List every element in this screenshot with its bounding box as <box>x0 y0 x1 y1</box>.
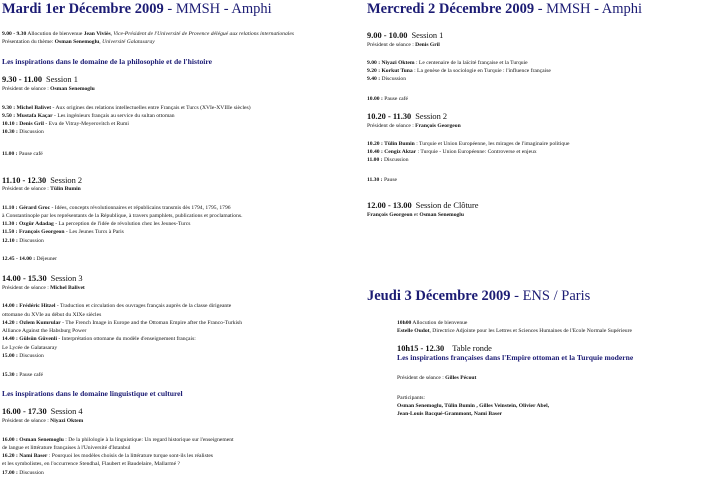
chair: Osman Senemoglu <box>50 86 95 92</box>
session-2-heading <box>367 112 723 122</box>
title: : Le centenaire de la laïcité française et la Turquie <box>414 60 528 66</box>
talk <box>367 68 723 75</box>
title: : De la philologie à la linguistique: Un regard historique sur l'enseignement <box>63 437 234 443</box>
session-name: Session 1 <box>46 75 78 84</box>
time: 17.00 : <box>2 470 20 476</box>
participants-label: Participants: <box>397 395 425 401</box>
round-table-title: Les inspirations françaises dans l'Empire ottoman et la Turquie moderne <box>397 353 634 362</box>
pause <box>2 372 357 379</box>
chair: Gilles Pécout <box>445 375 477 381</box>
session-chair <box>2 86 357 93</box>
speaker: Estelle Oudot <box>397 328 430 334</box>
time: 12.10 : <box>2 238 20 244</box>
label: Président de séance : <box>367 123 416 129</box>
session-time: 12.00 - 13.00 <box>367 201 412 210</box>
title: - Traduction et circulation des ouvrages français auprès de la classe dirigeante <box>55 303 232 309</box>
closing-session-heading <box>367 201 723 211</box>
session-name: Session de Clôture <box>415 201 479 210</box>
welcome-speaker <box>397 328 725 335</box>
time: 10.20 : <box>367 141 385 147</box>
time: 10.40 : <box>367 149 385 155</box>
title: - Les Jeunes Turcs à Paris <box>64 229 124 235</box>
theme-linguistic-cultural: Les inspirations dans le domaine linguistique et culturel <box>2 389 183 398</box>
label: Pause café <box>19 372 44 378</box>
talk <box>367 157 723 164</box>
talk <box>367 149 723 156</box>
session-time: 10.20 - 11.30 <box>367 112 412 121</box>
pause <box>367 96 723 103</box>
talk <box>367 60 723 67</box>
speaker: Mustafa Kaçar <box>16 113 53 119</box>
opening-line <box>2 31 357 38</box>
talk <box>2 238 357 245</box>
time: 9.50 : <box>2 113 17 119</box>
time: 11.10 : <box>2 205 19 211</box>
title: : Turquie et Union Européenne, les mirages de l'imaginaire politique <box>414 141 570 147</box>
time: 9.00 : <box>367 60 382 66</box>
time: 9.20 : <box>367 68 382 74</box>
talk <box>2 303 357 310</box>
time: 16.00 : <box>2 437 20 443</box>
title: à Constantinople par les représentants de la République, à travers pamphlets, publications et proclamations. <box>2 213 243 219</box>
label: Allocution de bienvenue <box>411 320 468 326</box>
time: 11.30 : <box>367 177 384 183</box>
title: Discussion <box>19 470 44 476</box>
welcome-line <box>397 320 723 327</box>
closing-people <box>367 212 723 219</box>
session-2-heading <box>2 176 357 186</box>
day-date: Jeudi 3 Décembre 2009 <box>367 288 511 304</box>
session-chair <box>2 285 357 292</box>
title: - Interprétation ottomane du modèle d'enseignement français: <box>57 336 196 342</box>
title: Discussion <box>19 353 44 359</box>
label: Président de séance : <box>2 418 51 424</box>
day-heading-thursday <box>367 287 723 306</box>
time: 11.00 : <box>2 151 19 157</box>
time: 10.10 : <box>2 121 20 127</box>
talk <box>2 445 357 452</box>
chair: François Georgeon <box>415 123 461 129</box>
title: de langue et littérature françaises à l'Université d'Istanbul <box>2 445 131 451</box>
session-4-heading <box>2 407 357 417</box>
time: 9.30 : <box>2 105 17 111</box>
day-place: - MMSH - Amphi <box>163 1 272 17</box>
time: 14.40 : <box>2 336 20 342</box>
time: 11.30 : <box>2 221 19 227</box>
label: Président de séance : <box>397 375 446 381</box>
talk <box>2 461 357 468</box>
participants-line: Osman Senemoglu, Tülin Bumin , Gilles Veinstein, Olivier Abel, <box>397 403 550 409</box>
talk <box>2 229 357 236</box>
title: - The French Image in Europe and the Ottoman Empire after the Franco-Turkish <box>60 320 243 326</box>
title: Discussion <box>19 129 44 135</box>
label: Pause café <box>18 151 43 157</box>
title: - Aux origines des relations intellectuelles entre Français et Turcs (XVIe-XVIIIe siècles) <box>51 105 251 111</box>
title: - Eva de Vitray-Meyerovitch et Rumi <box>43 121 129 127</box>
session-chair <box>2 186 357 193</box>
session-chair <box>367 42 723 49</box>
time: 11.00 : <box>367 157 384 163</box>
time: 14.00 : <box>2 303 20 309</box>
talk <box>367 141 723 148</box>
label: Présentation du thème: <box>2 39 55 45</box>
pause <box>367 177 723 184</box>
speaker: Özlem Kumrular <box>19 320 61 326</box>
talk <box>2 345 357 352</box>
talk <box>2 113 357 120</box>
session-time: 11.10 - 12.30 <box>2 176 47 185</box>
label: Allocution de bienvenue <box>26 31 84 37</box>
title: Discussion <box>383 157 409 163</box>
speaker: Tülin Bumin <box>384 141 415 147</box>
title: Discussion <box>381 76 407 82</box>
session-name: Table ronde <box>452 344 492 353</box>
affiliation: , Université Galatasaray <box>99 39 155 45</box>
title: : Pourquoi les modèles choisis de la littérature turque sont-ils les réalistes <box>47 453 213 459</box>
speaker: Osman Senemoglu <box>419 212 464 218</box>
speaker: Cengiz Aktar <box>384 149 417 155</box>
day-place: - ENS / Paris <box>510 288 591 304</box>
talk <box>2 328 357 335</box>
chair: Michel Balivet <box>50 285 85 291</box>
label: Pause <box>383 177 397 183</box>
speaker: Korkut Tuna <box>381 68 413 74</box>
title: ottomane du XVIe au début du XIXe siècles <box>2 312 102 318</box>
speaker: Gülsün Güvenli <box>19 336 58 342</box>
talk <box>2 205 357 212</box>
speaker: Niyazi Öktem <box>381 60 415 66</box>
title: : La genèse de la sociologie en Turquie : l'influence française <box>412 68 551 74</box>
time: 15.00 : <box>2 353 20 359</box>
talk <box>2 312 357 319</box>
session-name: Session 2 <box>50 176 83 185</box>
time: 10.00 : <box>367 96 385 102</box>
chair: Tülin Bumin <box>50 186 81 192</box>
speaker: Denis Gril <box>19 121 44 127</box>
session-name: Session 3 <box>50 274 83 283</box>
time: 10h00 <box>397 320 412 326</box>
day-date: Mardi 1er Décembre 2009 <box>2 1 164 17</box>
talk <box>2 470 357 477</box>
time: 9.40 : <box>367 76 382 82</box>
session-chair <box>2 418 357 425</box>
talk <box>2 320 357 327</box>
label: Président de séance : <box>2 285 51 291</box>
label: Président de séance : <box>367 42 416 48</box>
title: - Idées, concepts révolutionnaires et républicains transmis dès 1794, 1795, 1796 <box>50 205 231 211</box>
talk <box>2 105 357 112</box>
title: : Turquie - Union Européenne: Controverse et enjeux <box>416 149 537 155</box>
title: Alliance Against the Habsburg Power <box>2 328 87 334</box>
talk <box>2 353 357 360</box>
participants-line: Jean-Louis Bacqué-Grammont, Nami Baser <box>397 411 503 417</box>
speaker: Frédéric Hitzel <box>19 303 56 309</box>
talk <box>2 453 357 460</box>
title: - Les ingénieurs français au service du sultan ottoman <box>52 113 175 119</box>
speaker: Nami Baser <box>19 453 48 459</box>
chair: Niyazi Öktem <box>50 418 84 424</box>
session-time: 16.00 - 17.30 <box>2 407 47 416</box>
chair: Denis Gril <box>415 42 440 48</box>
day-heading-wednesday <box>367 0 723 19</box>
day-heading-tuesday <box>2 0 357 19</box>
title: et les symbolistes, en l'occurrence Stendhal, Flaubert et Baudelaire, Mallarmé ? <box>2 461 180 467</box>
theme-philosophy-history: Les inspirations dans le domaine de la philosophie et de l'histoire <box>2 57 212 66</box>
role: , Directrice Adjointe pour les Lettres et Sciences Humaines de l'Ecole Normale Supérieure <box>429 328 632 334</box>
speaker: Osman Senemoglu <box>19 437 64 443</box>
session-name: Session 2 <box>415 112 448 121</box>
session-time: 9.00 - 10.00 <box>367 31 408 40</box>
session-1-heading <box>367 31 723 41</box>
label: Président de séance : <box>2 86 51 92</box>
speaker: Gérard Groc <box>18 205 51 211</box>
session-chair <box>367 123 723 130</box>
talk <box>2 437 357 444</box>
talk <box>367 76 723 83</box>
time: 9.00 - 9.30 <box>2 31 27 37</box>
session-chair <box>397 375 723 382</box>
title: - La perception de l'idée de révolution chez les Jeunes-Turcs <box>53 221 191 227</box>
talk <box>2 336 357 343</box>
speaker: François Georgeon <box>18 229 65 235</box>
talk <box>2 129 357 136</box>
time: 12.45 - 14.00 : <box>2 256 37 262</box>
session-time: 10h15 - 12.30 <box>397 344 445 353</box>
session-name: Session 4 <box>50 407 83 416</box>
day-date: Mercredi 2 Décembre 2009 <box>367 1 535 17</box>
label: Président de séance : <box>2 186 51 192</box>
time: 15.30 : <box>2 372 20 378</box>
time: 14.20 : <box>2 320 20 326</box>
label: Pause café <box>384 96 409 102</box>
speaker: Osman Senemoglu <box>54 39 100 45</box>
title: Le Lycée de Galatasaray <box>2 345 58 351</box>
pause <box>2 256 357 263</box>
session-3-heading <box>2 274 357 284</box>
speaker: Jean Viviès <box>83 31 111 37</box>
speaker: Michel Balivet <box>16 105 52 111</box>
speaker: François Georgeon <box>367 212 413 218</box>
speaker: Özgür Adadag <box>18 221 54 227</box>
session-name: Session 1 <box>411 31 444 40</box>
label: Déjeuner <box>36 256 57 262</box>
presentation-line <box>2 39 357 46</box>
title: Discussion <box>19 238 44 244</box>
talk <box>2 221 357 228</box>
day-place: - MMSH - Amphi <box>534 1 643 17</box>
session-time: 9.30 - 11.00 <box>2 75 43 84</box>
time: 16.20 : <box>2 453 20 459</box>
talk <box>2 213 357 220</box>
session-1-heading <box>2 75 357 85</box>
time: 10.30 : <box>2 129 20 135</box>
role: , Vice-Président de l'Université de Provence délégué aux relations internationales <box>110 31 294 37</box>
pause <box>2 151 357 158</box>
talk <box>2 121 357 128</box>
time: 11.50 : <box>2 229 19 235</box>
conjunction: et <box>412 212 420 218</box>
session-time: 14.00 - 15.30 <box>2 274 47 283</box>
